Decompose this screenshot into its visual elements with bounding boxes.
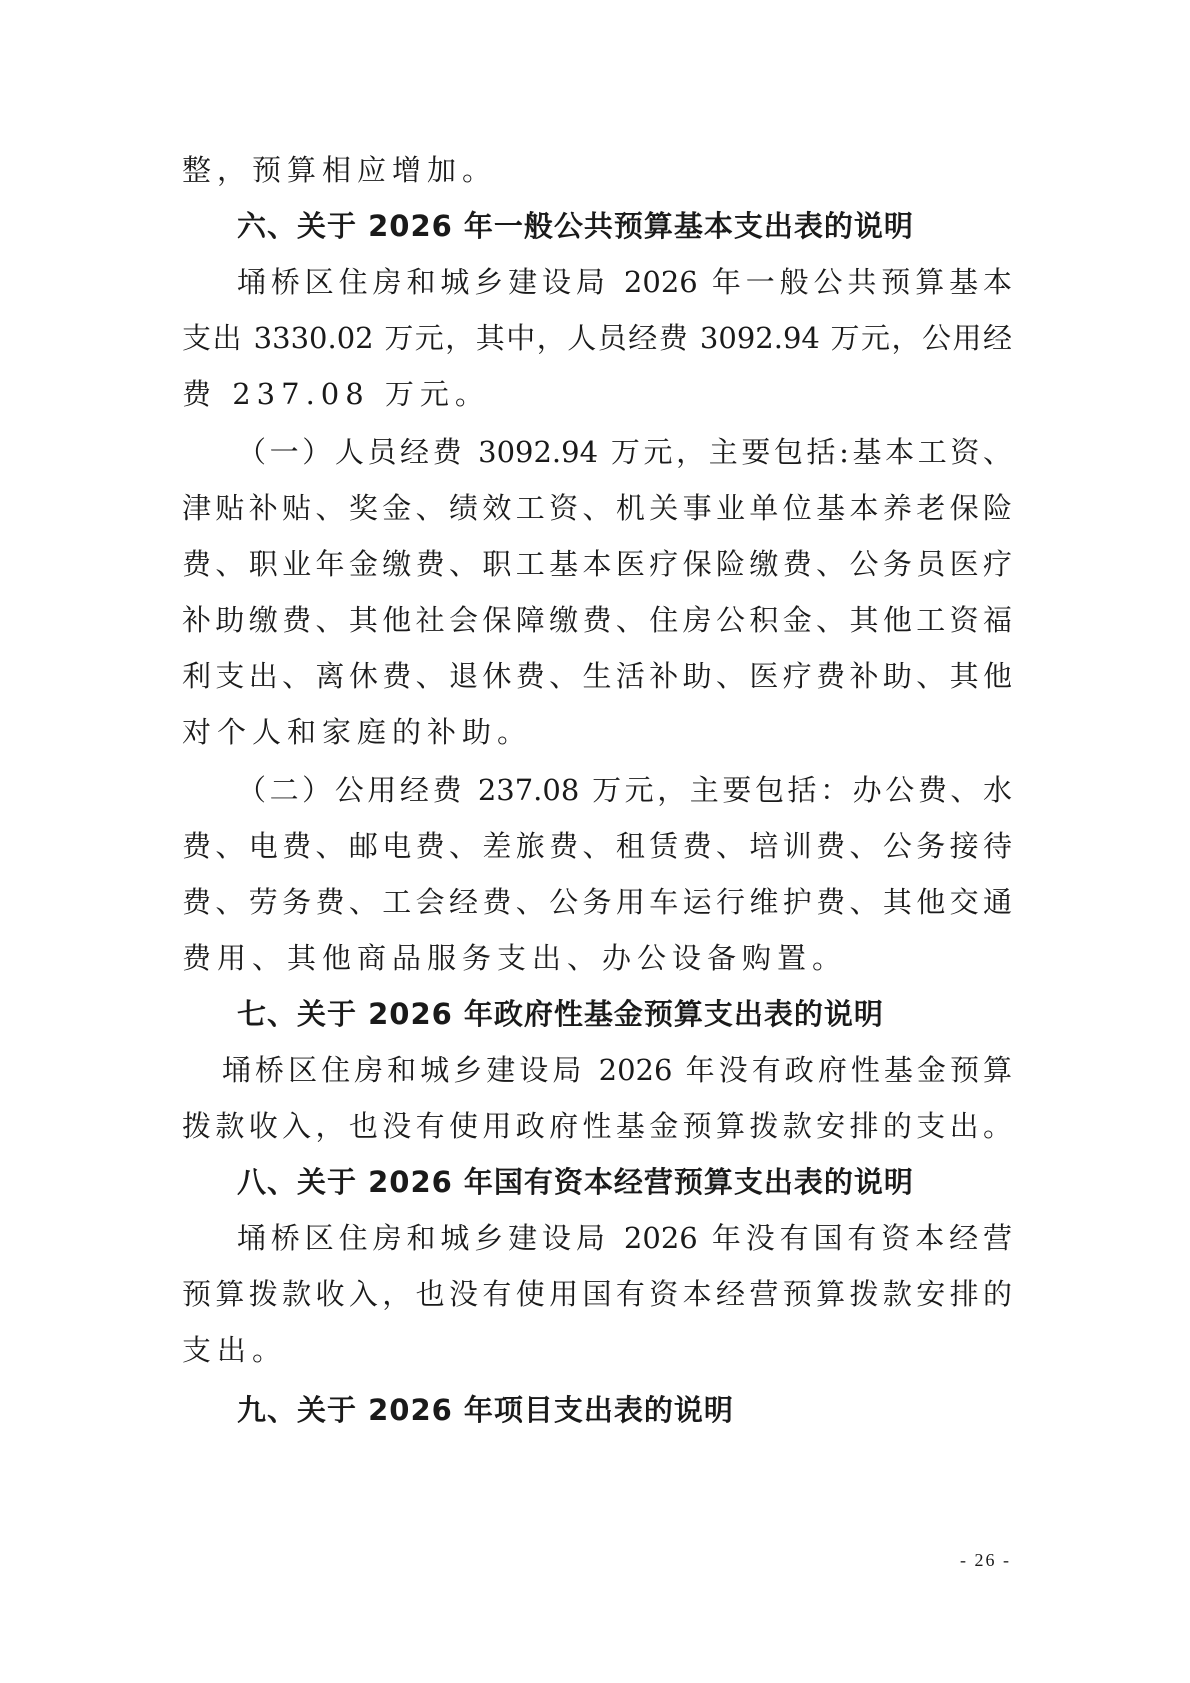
paragraph-line: 埇桥区住房和城乡建设局 2026 年没有政府性基金预算: [222, 1053, 1012, 1087]
paragraph-line: 预算拨款收入，也没有使用国有资本经营预算拨款安排的: [182, 1277, 1012, 1311]
section-heading-9: 九、关于 2026 年项目支出表的说明: [237, 1393, 734, 1427]
page-number: - 26 -: [960, 1550, 1011, 1570]
paragraph-line: 埇桥区住房和城乡建设局 2026 年没有国有资本经营: [237, 1221, 1012, 1255]
paragraph-line: 支出 3330.02 万元，其中，人员经费 3092.94 万元，公用经: [182, 321, 1012, 355]
paragraph-line: 支出。: [182, 1333, 288, 1367]
paragraph-line: 埇桥区住房和城乡建设局 2026 年一般公共预算基本: [237, 265, 1012, 299]
paragraph-line: 费用、其他商品服务支出、办公设备购置。: [182, 941, 848, 975]
paragraph-line: 津贴补贴、奖金、绩效工资、机关事业单位基本养老保险: [182, 491, 1012, 525]
paragraph-line: 补助缴费、其他社会保障缴费、住房公积金、其他工资福: [182, 603, 1012, 637]
paragraph-line: 费、职业年金缴费、职工基本医疗保险缴费、公务员医疗: [182, 547, 1012, 581]
paragraph-line: 对个人和家庭的补助。: [182, 715, 533, 749]
section-heading-8: 八、关于 2026 年国有资本经营预算支出表的说明: [237, 1165, 914, 1199]
paragraph-line: 利支出、离休费、退休费、生活补助、医疗费补助、其他: [182, 659, 1012, 693]
paragraph-line: （一）人员经费 3092.94 万元，主要包括:基本工资、: [237, 435, 1012, 469]
paragraph-line: 费 237.08 万元。: [182, 377, 490, 411]
paragraph-line: 费、电费、邮电费、差旅费、租赁费、培训费、公务接待: [182, 829, 1012, 863]
paragraph-line: 拨款收入，也没有使用政府性基金预算拨款安排的支出。: [182, 1109, 1012, 1143]
paragraph-line: （二）公用经费 237.08 万元，主要包括：办公费、水: [237, 773, 1012, 807]
paragraph-line: 整，预算相应增加。: [182, 153, 498, 187]
section-heading-7: 七、关于 2026 年政府性基金预算支出表的说明: [237, 997, 884, 1031]
paragraph-line: 费、劳务费、工会经费、公务用车运行维护费、其他交通: [182, 885, 1012, 919]
section-heading-6: 六、关于 2026 年一般公共预算基本支出表的说明: [237, 209, 914, 243]
